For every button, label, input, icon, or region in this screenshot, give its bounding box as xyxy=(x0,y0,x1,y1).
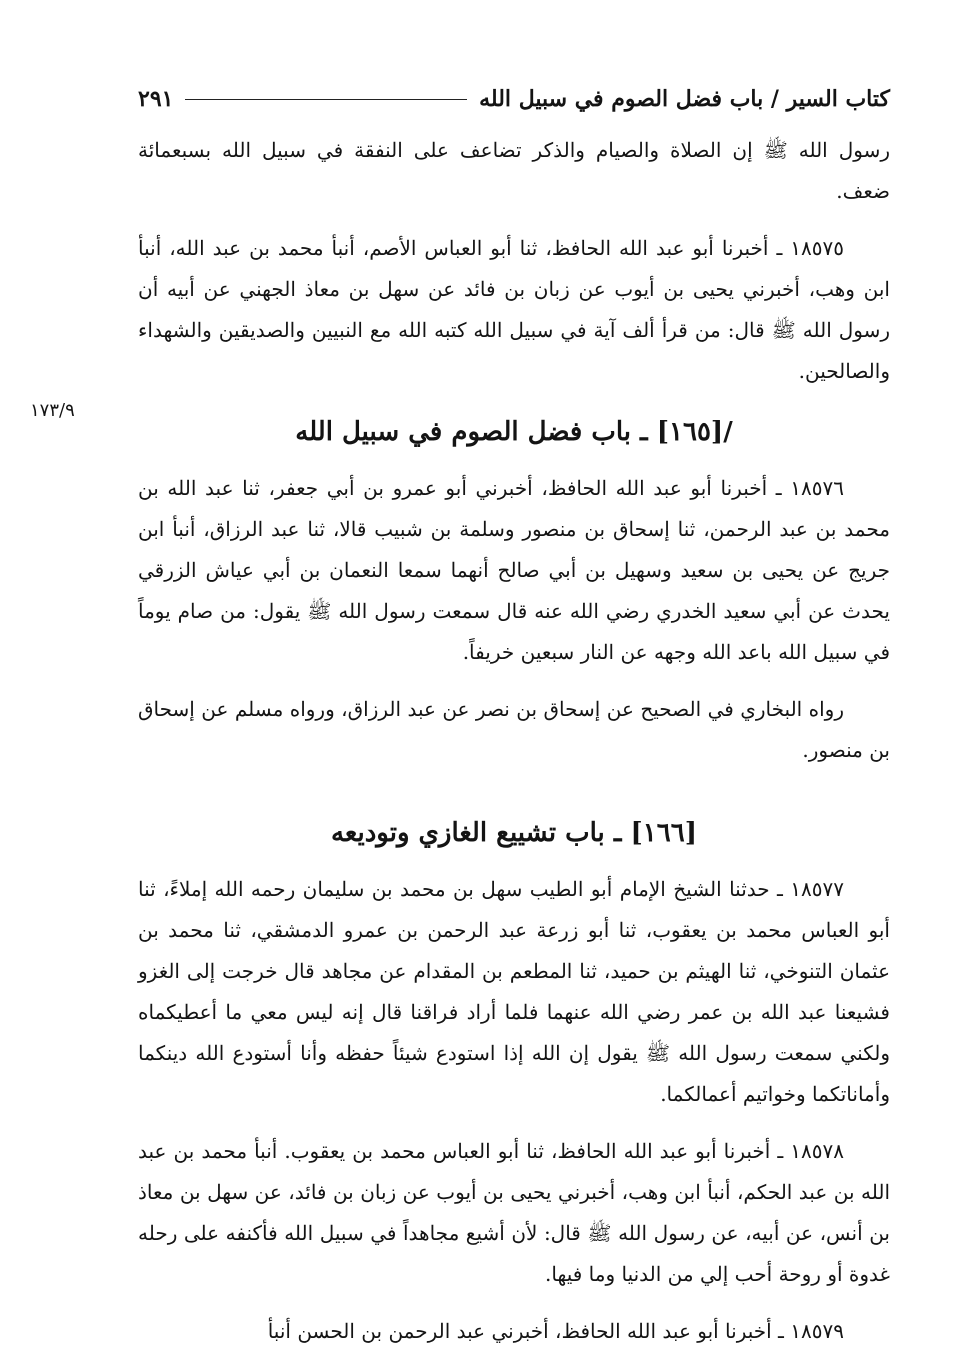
page-number: ٢٩١ xyxy=(138,86,174,112)
margin-reference-note: ١٧٣/٩ xyxy=(30,400,75,421)
page-body xyxy=(138,130,890,1368)
page-header xyxy=(138,82,890,116)
running-title: كتاب السير / باب فضل الصوم في سبيل الله xyxy=(479,86,890,112)
narration-note: رواه البخاري في الصحيح عن إسحاق بن نصر عن عبد الرزاق، ورواه مسلم عن إسحاق بن منصور. xyxy=(138,697,890,762)
hadith-18578: ١٨٥٧٨ ـ أخبرنا أبو عبد الله الحافظ، ثنا أبو العباس محمد بن يعقوب. أنبأ محمد بن عبد الله بن عبد الحكم، أنبأ ابن وهب، أخبرني يحيى بن أيوب عن زبان بن فائد، عن سهل بن معاذ بن أنس، عن أبيه، عن رسول الله ﷺ قال: لأن أشيع مجاهداً في سبيل الله فأكنفه على رحله غدوة أو روحة أحب إلي من الدنيا وما فيها. xyxy=(138,1139,890,1286)
hadith-18576: ١٨٥٧٦ ـ أخبرنا أبو عبد الله الحافظ، أخبرني أبو عمرو بن أبي جعفر، ثنا عبد الله بن محمد بن عبد الرحمن، ثنا إسحاق بن منصور وسلمة بن شبيب قالا، ثنا عبد الرزاق، أنبأ ابن جريج عن يحيى بن سعيد وسهيل بن أبي صالح أنهما سمعا النعمان بن أبي عياش الزرقي يحدث عن أبي سعيد الخدري رضي الله عنه قال سمعت رسول الله ﷺ يقول: من صام يوماً في سبيل الله باعد الله وجهه عن النار سبعين خريفاً. xyxy=(138,476,890,664)
hadith-18577: ١٨٥٧٧ ـ حدثنا الشيخ الإمام أبو الطيب سهل بن محمد بن سليمان رحمه الله إملاءً، ثنا أبو العباس محمد بن يعقوب، ثنا أبو زرعة عبد الرحمن بن عمرو الدمشقي، ثنا محمد بن عثمان التنوخي، ثنا الهيثم بن حميد، ثنا المطعم بن المقدام عن مجاهد قال خرجت إلى الغزو فشيعنا عبد الله بن عمر رضي الله عنهما فلما أراد فراقنا قال إنه ليس معي ما أعطيكماه ولكني سمعت رسول الله ﷺ يقول إن الله إذا استودع شيئاً حفظه وأنا أستودع الله دينكما وأماناتكما وخواتيم أعمالكما. xyxy=(138,877,890,1106)
header-rule xyxy=(185,99,467,100)
hadith-18579: ١٨٥٧٩ ـ أخبرنا أبو عبد الله الحافظ، أخبرني عبد الرحمن بن الحسن أنبأ xyxy=(267,1319,844,1343)
section-heading-166: [١٦٦] ـ باب تشييع الغازي وتوديعه xyxy=(330,818,698,848)
paragraph-continuation: رسول الله ﷺ إن الصلاة والصيام والذكر تضاعف على النفقة في سبيل الله بسبعمائة ضعف. xyxy=(138,138,890,203)
section-heading-165: /[١٦٥] ـ باب فضل الصوم في سبيل الله xyxy=(295,417,733,447)
hadith-18575: ١٨٥٧٥ ـ أخبرنا أبو عبد الله الحافظ، ثنا أبو العباس الأصم، أنبأ محمد بن عبد الله، أنبأ ابن وهب، أخبرني يحيى بن أيوب عن زبان بن فائد عن سهل بن معاذ الجهني عن أبيه أن رسول الله ﷺ قال: من قرأ ألف آية في سبيل الله كتبه الله مع النبيين والصديقين والشهداء والصالحين. xyxy=(138,236,890,383)
